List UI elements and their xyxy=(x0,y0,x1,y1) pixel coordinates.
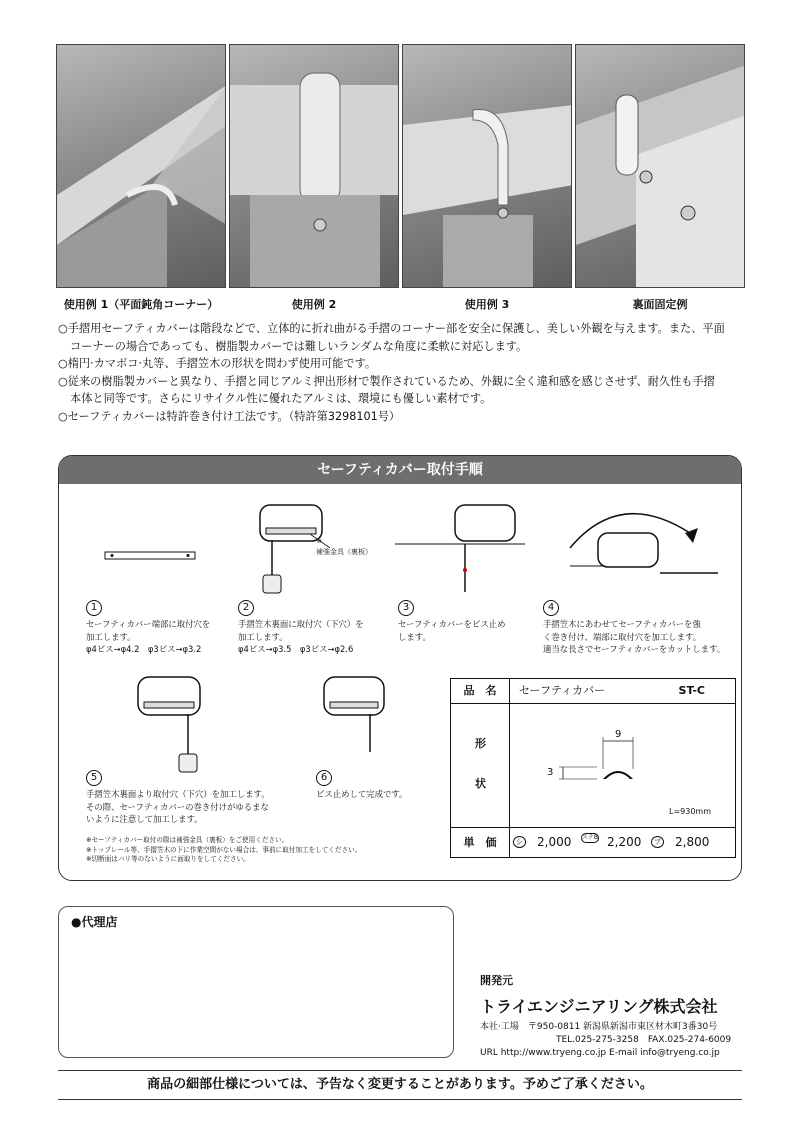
caption-usage-1: 使用例 1（平面鈍角コーナー） xyxy=(63,298,219,311)
step1-text: セーフティカバー端部に取付穴を 加工します。 φ4ビス→φ4.2 φ3ビス→φ3.2 xyxy=(86,619,211,654)
price-mark: ブ xyxy=(651,836,664,848)
price-mark: ステB xyxy=(582,834,598,841)
desc-line: ○手摺用セーフティカバーは階段などで、立体的に折れ曲がる手摺のコーナー部を安全に保護し、美しい外観を与えます。また、平面 xyxy=(58,322,725,335)
dim-width: 9 xyxy=(615,729,622,740)
product-code: ST-C xyxy=(678,684,705,697)
step6-illustration xyxy=(320,672,400,762)
step2-text: 手摺笠木裏面に取付穴（下穴）を 加工します。 φ4ビス→φ3.5 φ3ビス→φ2.6 xyxy=(238,619,364,654)
desc-line: 本体と同等です。さらにリサイクル性に優れたアルミは、環境にも優しい素材です。 xyxy=(70,392,492,405)
step3-text: セーフティカバーをビス止め します。 xyxy=(398,619,506,642)
caption-back-fixing: 裏面固定例 xyxy=(632,298,688,311)
photo-usage-3 xyxy=(402,44,572,288)
product-description xyxy=(58,320,748,425)
step5-illustration xyxy=(130,672,210,777)
product-name: セーフティカバー xyxy=(519,684,606,697)
length-label: L=930mm xyxy=(668,807,711,816)
desc-line: ○楕円·カマボコ·丸等、手摺笠木の形状を問わず使用可能です。 xyxy=(58,357,377,370)
footer-notice: 商品の細部仕様については、予告なく変更することがあります。予めご了承ください。 xyxy=(58,1070,742,1100)
procedure-title: セーフティカバー取付手順 xyxy=(59,456,741,484)
caption-usage-3: 使用例 3 xyxy=(464,298,510,311)
step1-illustration xyxy=(100,546,200,566)
step-number: 5 xyxy=(86,770,102,786)
dim-height: 3 xyxy=(547,767,554,778)
agent-title: ●代理店 xyxy=(71,915,118,929)
desc-line: ○セーフティカバーは特許巻き付け工法です。（特許第3298101号） xyxy=(58,409,401,423)
step-number: 2 xyxy=(238,600,254,616)
procedure-notes: ※セーフティカバー取付の際は補強金具（裏板）をご使用ください。 ※トップレール等、手摺笠木の下に作業空間がない場合は、事前に取付加工をしてください。 ※切断面はバリ等のないように面取りをしてください。 xyxy=(86,836,362,863)
agent-box xyxy=(58,906,454,1058)
profile-drawing xyxy=(547,729,697,789)
hinmei-label: 品 名 xyxy=(451,679,510,703)
company-info xyxy=(480,972,731,1060)
price-value: 2,000 xyxy=(537,835,572,849)
photo-usage-1 xyxy=(56,44,226,288)
desc-line: ○従来の樹脂製カバーと異なり、手摺と同じアルミ押出形材で製作されているため、外観に全く違和感を感じさせず、耐久性も手摺 xyxy=(58,374,715,388)
caption-usage-2: 使用例 2 xyxy=(291,298,337,311)
step-number: 1 xyxy=(86,600,102,616)
desc-line: コーナーの場合であっても、樹脂製カバーでは難しいランダムな角度に柔軟に対応します。 xyxy=(70,339,528,353)
label-kome: ※ xyxy=(316,537,322,545)
katachi-label-1: 形 xyxy=(475,737,486,750)
company-tel: TEL.025-275-3258 FAX.025-274-6009 xyxy=(556,1035,732,1045)
photo-usage-2 xyxy=(229,44,399,288)
step6-text: ビス止めして完成です。 xyxy=(316,789,408,799)
step5-text: 手摺笠木裏面より取付穴（下穴）を加工します。 その際、セーフティカバーの巻き付けがゆるまな いように注意して加工します。 xyxy=(86,789,270,824)
company-address: 本社·工場 〒950-0811 新潟県新潟市東区材木町3番30号 xyxy=(480,1022,718,1032)
step4-illustration xyxy=(560,498,720,588)
company-label: 開発元 xyxy=(480,974,513,987)
step-number: 3 xyxy=(398,600,414,616)
step3-illustration xyxy=(395,500,525,600)
step4-text: 手摺笠木にあわせてセーフティカバーを強 く巻き付け、端部に取付穴を加工します。 適当な長さでセーフティカバーをカットします。 xyxy=(543,619,726,654)
katachi-label-2: 状 xyxy=(475,777,486,790)
price-value: 2,800 xyxy=(675,835,710,849)
tanka-label: 単 価 xyxy=(451,828,510,858)
price-mark: シ xyxy=(513,836,526,848)
label-reinforcement-plate: 補強金具（裏板） xyxy=(316,548,372,556)
photo-back-fixing xyxy=(575,44,745,288)
product-table xyxy=(450,678,736,858)
company-name: トライエンジニアリング株式会社 xyxy=(480,997,718,1016)
price-value: 2,200 xyxy=(607,835,642,849)
company-url: URL http://www.tryeng.co.jp E-mail info@tryeng.co.jp xyxy=(480,1048,720,1058)
step-number: 6 xyxy=(316,770,332,786)
step-number: 4 xyxy=(543,600,559,616)
